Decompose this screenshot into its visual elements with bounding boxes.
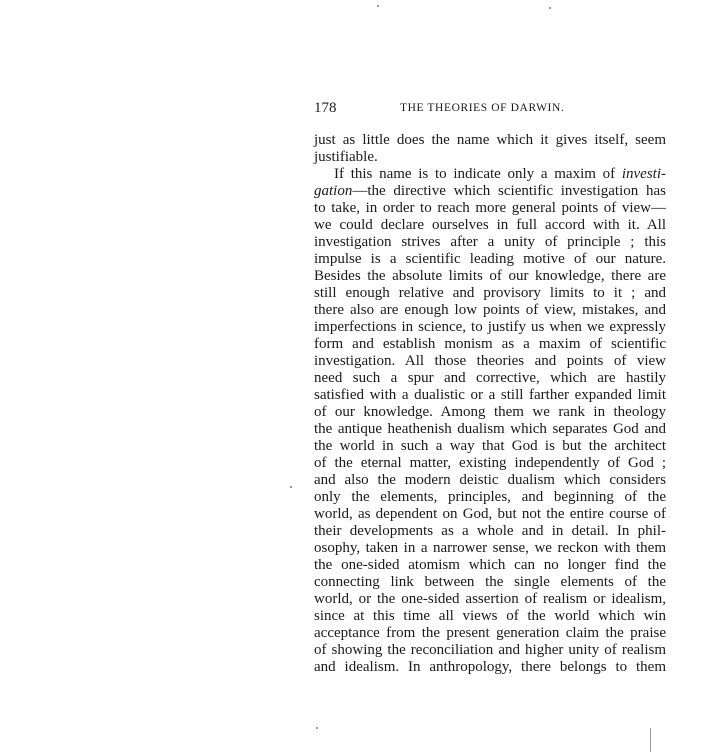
scan-speck: [290, 486, 292, 488]
text-line: world, as dependent on God, but not the entire course of: [314, 506, 666, 522]
text-line: there also are enough low points of view, mistakes, and: [314, 302, 666, 318]
page-header: [314, 100, 666, 120]
scan-speck: [316, 727, 318, 729]
scan-speck: [650, 728, 651, 752]
text-line: the antique heathenish dualism which separates God and: [314, 421, 666, 437]
text-line: their developments as a whole and in detail. In phil-: [314, 523, 666, 539]
italic-text-segment: investi-: [621, 166, 666, 182]
text-line: impulse is a scientific leading motive of our nature.: [314, 251, 666, 267]
scan-speck: [377, 5, 379, 7]
body-text: [314, 132, 666, 676]
text-line: [314, 183, 666, 200]
text-line: investigation strives after a unity of principle ; this: [314, 234, 666, 250]
text-line: of our knowledge. Among them we rank in theology: [314, 404, 666, 420]
text-line: and idealism. In anthropology, there belongs to them: [314, 659, 666, 675]
text-line: form and establish monism as a maxim of scientific: [314, 336, 666, 352]
text-line: imperfections in science, to justify us when we expressly: [314, 319, 666, 335]
text-segment: If this name is to indicate only a maxim of: [334, 166, 622, 182]
running-title: THE THEORIES OF DARWIN.: [400, 102, 565, 114]
text-line: Besides the absolute limits of our knowledge, there are: [314, 268, 666, 284]
text-line: only the elements, principles, and beginning of the: [314, 489, 666, 505]
text-line: the one-sided atomism which can no longer find the: [314, 557, 666, 573]
text-line: [314, 166, 666, 183]
text-line: osophy, taken in a narrower sense, we reckon with them: [314, 540, 666, 556]
text-line: of showing the reconciliation and higher unity of realism: [314, 642, 666, 658]
text-line: to take, in order to reach more general points of view—: [314, 200, 666, 216]
italic-text-segment: gation: [314, 183, 353, 199]
text-line: and also the modern deistic dualism which considers: [314, 472, 666, 488]
text-line: we could declare ourselves in full accord with it. All: [314, 217, 666, 233]
scan-speck: [549, 7, 551, 9]
text-segment: —the directive which scientific investigation has: [352, 183, 666, 199]
page-number: 178: [314, 100, 337, 116]
text-line: satisfied with a dualistic or a still farther expanded limit: [314, 387, 666, 403]
text-line: still enough relative and provisory limits to it ; and: [314, 285, 666, 301]
text-line: acceptance from the present generation claim the praise: [314, 625, 666, 641]
text-line: investigation. All those theories and points of view: [314, 353, 666, 369]
text-line: justifiable.: [314, 149, 378, 165]
text-line: just as little does the name which it gives itself, seem: [314, 132, 666, 148]
text-line: since at this time all views of the world which win: [314, 608, 666, 624]
text-line: of the eternal matter, existing independently of God ;: [314, 455, 666, 471]
text-line: world, or the one-sided assertion of realism or idealism,: [314, 591, 666, 607]
text-line: need such a spur and corrective, which are hastily: [314, 370, 666, 386]
text-line: the world in such a way that God is but the architect: [314, 438, 666, 454]
text-line: connecting link between the single elements of the: [314, 574, 666, 590]
